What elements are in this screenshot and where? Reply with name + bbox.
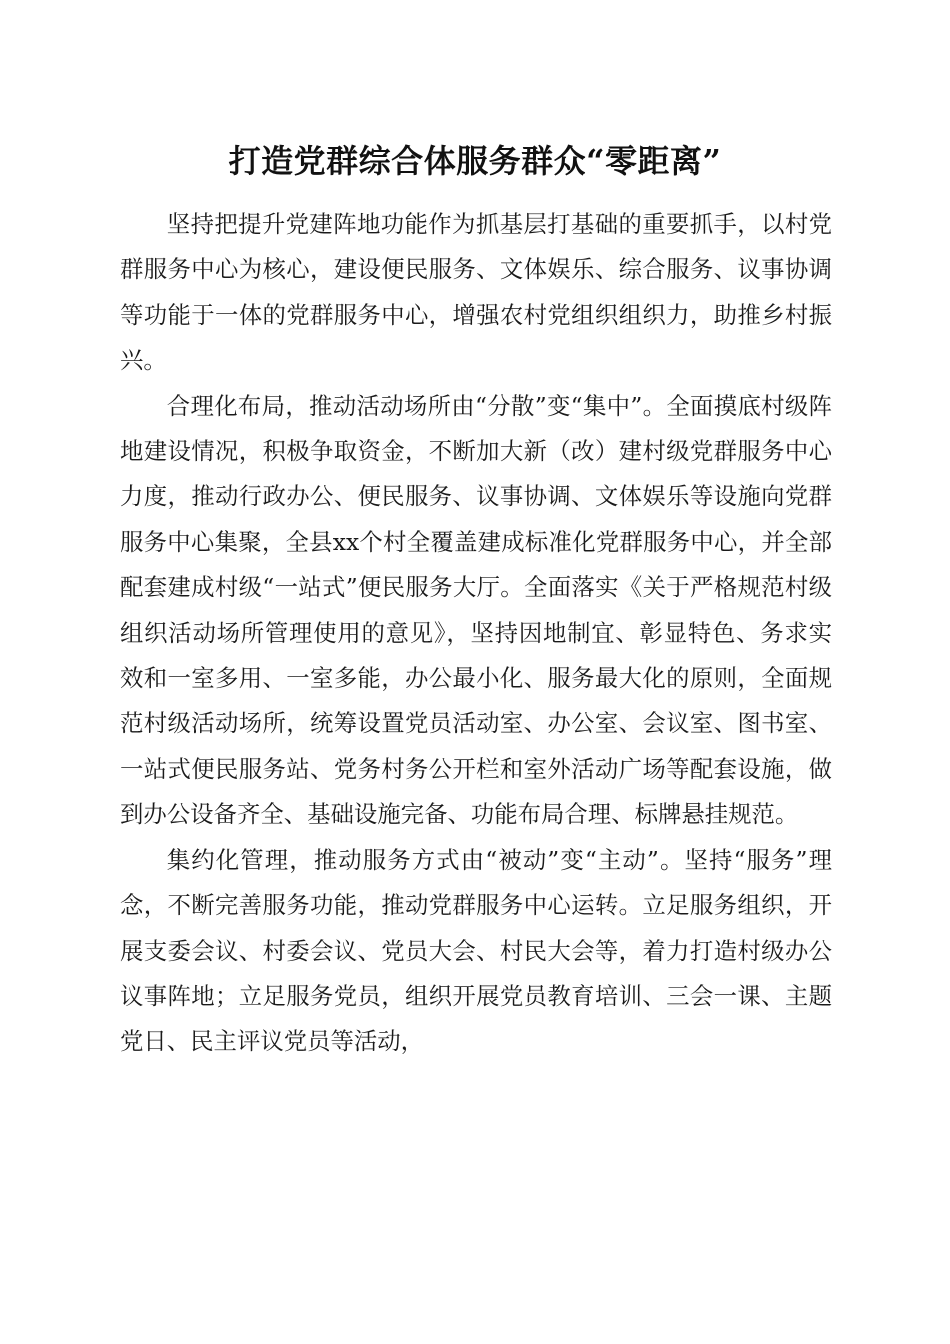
document-title: 打造党群综合体服务群众“零距离” bbox=[228, 142, 722, 180]
paragraph-layout: 合理化布局，推动活动场所由“分散”变“集中”。全面摸底村级阵地建设情况，积极争取资金，不断加大新（改）建村级党群服务中心力度，推动行政办公、便民服务、议事协调、文体娱乐等设施向党群服务中心集聚，全县xx个村全覆盖建成标准化党群服务中心，并全部配套建成村级“一站式”便民服务大厅。全面落实《关于严格规范村级组织活动场所管理使用的意见》，坚持因地制宜、彰显特色、务求实效和一室多用、一室多能，办公最小化、服务最大化的原则，全面规范村级活动场所，统筹设置党员活动室、办公室、会议室、图书室、一站式便民服务站、党务村务公开栏和室外活动广场等配套设施，做到办公设备齐全、基础设施完备、功能布局合理、标牌悬挂规范。 bbox=[120, 391, 832, 829]
document-body bbox=[120, 202, 832, 1065]
paragraph-intro: 坚持把提升党建阵地功能作为抓基层打基础的重要抓手，以村党群服务中心为核心，建设便民服务、文体娱乐、综合服务、议事协调等功能于一体的党群服务中心，增强农村党组织组织力，助推乡村振兴。 bbox=[120, 210, 832, 375]
paragraph-management: 集约化管理，推动服务方式由“被动”变“主动”。坚持“服务”理念，不断完善服务功能，推动党群服务中心运转。立足服务组织，开展支委会议、村委会议、党员大会、村民大会等，着力打造村级办公议事阵地；立足服务党员，组织开展党员教育培训、三会一课、主题党日、民主评议党员等活动， bbox=[120, 845, 832, 1056]
